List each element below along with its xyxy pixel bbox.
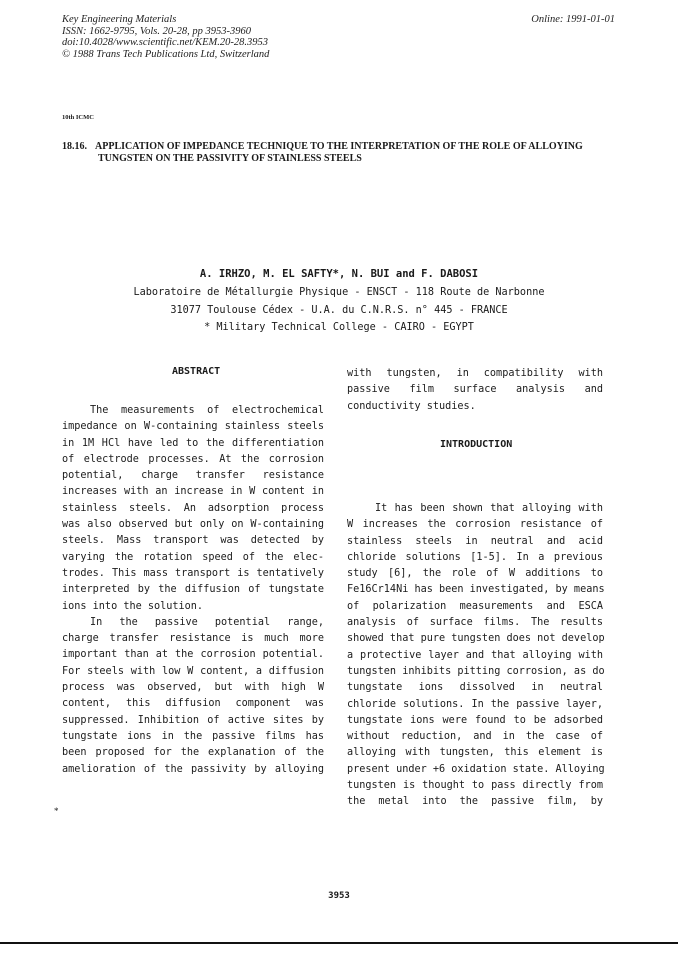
- journal-header: [62, 14, 269, 60]
- abstract-line: In the passive potential range,: [90, 616, 324, 628]
- abstract-line: was also observed but only on W-containing: [62, 519, 324, 531]
- intro-line: It has been shown that alloying with: [375, 503, 603, 514]
- affiliation-3: * Military Technical College - CAIRO - EGYPT: [204, 322, 474, 333]
- abstract-line: conductivity studies.: [347, 400, 476, 412]
- journal-issn: ISSN: 1662-9795, Vols. 20-28, pp 3953-3960: [62, 25, 251, 37]
- introduction-body: [347, 501, 603, 811]
- conference-label: 10th ICMC: [62, 114, 94, 121]
- abstract-line: important than at the corrosion potential.: [62, 649, 324, 661]
- abstract-continuation: [347, 366, 603, 415]
- abstract-heading: ABSTRACT: [172, 366, 221, 377]
- abstract-line: The measurements of electrochemical: [90, 405, 324, 416]
- abstract-line: of electrode processes. At the corrosion: [62, 453, 324, 465]
- abstract-line: with tungsten, in compatibility with: [347, 368, 603, 379]
- title-line-2: TUNGSTEN ON THE PASSIVITY OF STAINLESS STEELS: [98, 153, 362, 164]
- title-number: 18.16.: [62, 141, 87, 152]
- abstract-line: amelioration of the passivity by alloying: [62, 763, 324, 775]
- abstract-line: process was observed, but with high W: [62, 682, 324, 694]
- page-number: 3953: [328, 891, 350, 901]
- intro-line: W increases the corrosion resistance of: [347, 519, 603, 531]
- abstract-line: ions into the solution.: [62, 600, 204, 612]
- abstract-line: suppressed. Inhibition of active sites by: [62, 714, 324, 726]
- abstract-line: content, this diffusion component was: [62, 698, 324, 710]
- intro-line: of polarization measurements and ESCA: [347, 600, 603, 612]
- intro-line: study [6], the role of W additions to: [347, 568, 603, 580]
- abstract-line: potential, charge transfer resistance: [62, 470, 324, 482]
- abstract-line: tungstate ions in the passive films has: [62, 730, 324, 742]
- introduction-heading: INTRODUCTION: [440, 439, 513, 450]
- intro-line: Fe16Cr14Ni has been investigated, by means: [347, 584, 605, 596]
- title-line-1: APPLICATION OF IMPEDANCE TECHNIQUE TO THE INTERPRETATION OF THE ROLE OF ALLOYING: [95, 141, 583, 152]
- affiliation-1: Laboratoire de Métallurgie Physique - ENSCT - 118 Route de Narbonne: [133, 287, 545, 298]
- abstract-line: passive film surface analysis and: [347, 384, 603, 396]
- intro-line: alloying with tungsten, this element is: [347, 747, 603, 759]
- abstract-line: in 1M HCl have led to the differentiation: [62, 437, 324, 449]
- abstract-line: increases with an increase in W content in: [62, 486, 324, 498]
- online-date: Online: 1991-01-01: [531, 14, 615, 25]
- abstract-line: stainless steels. An adsorption process: [62, 502, 324, 514]
- abstract-line: trodes. This mass transport is tentatively: [62, 567, 324, 579]
- bottom-rule: [0, 942, 678, 944]
- intro-line: present under +6 oxidation state. Alloying: [347, 763, 605, 775]
- abstract-line: been proposed for the explanation of the: [62, 747, 324, 759]
- intro-line: without reduction, and in the case of: [347, 731, 603, 743]
- paper-title: [62, 141, 622, 165]
- abstract-line: varying the rotation speed of the elec-: [62, 551, 324, 563]
- intro-line: tungsten inhibits pitting corrosion, as do: [347, 665, 605, 677]
- abstract-line: impedance on W-containing stainless steels: [62, 421, 324, 433]
- journal-name: Key Engineering Materials: [62, 14, 177, 25]
- intro-line: tungstate ions were found to be adsorbed: [347, 714, 603, 726]
- intro-line: chloride solutions. In the passive layer,: [347, 698, 603, 710]
- intro-line: showed that pure tungsten does not develop: [347, 633, 605, 645]
- abstract-line: For steels with low W content, a diffusion: [62, 665, 324, 677]
- journal-doi: doi:10.4028/www.scientific.net/KEM.20-28.3953: [62, 37, 268, 49]
- intro-line: tungstate ions dissolved in neutral: [347, 682, 603, 694]
- abstract-line: interpreted by the diffusion of tungstate: [62, 584, 324, 596]
- intro-line: stainless steels in neutral and acid: [347, 535, 603, 547]
- journal-copyright: © 1988 Trans Tech Publications Ltd, Switzerland: [62, 48, 270, 60]
- affiliation-2: 31077 Toulouse Cédex - U.A. du C.N.R.S. n° 445 - FRANCE: [170, 305, 508, 316]
- intro-line: chloride solutions [1-5]. In a previous: [347, 551, 603, 563]
- intro-line: analysis of surface films. The results: [347, 617, 603, 629]
- intro-line: the metal into the passive film, by: [347, 796, 603, 808]
- abstract-line: steels. Mass transport was detected by: [62, 535, 324, 547]
- intro-line: tungsten is thought to pass directly from: [347, 780, 603, 792]
- margin-marker: *: [54, 806, 59, 816]
- abstract-body: [62, 403, 324, 778]
- authors: A. IRHZO, M. EL SAFTY*, N. BUI and F. DABOSI: [199, 268, 479, 280]
- abstract-line: charge transfer resistance is much more: [62, 633, 324, 645]
- intro-line: a protective layer and that alloying with: [347, 649, 603, 661]
